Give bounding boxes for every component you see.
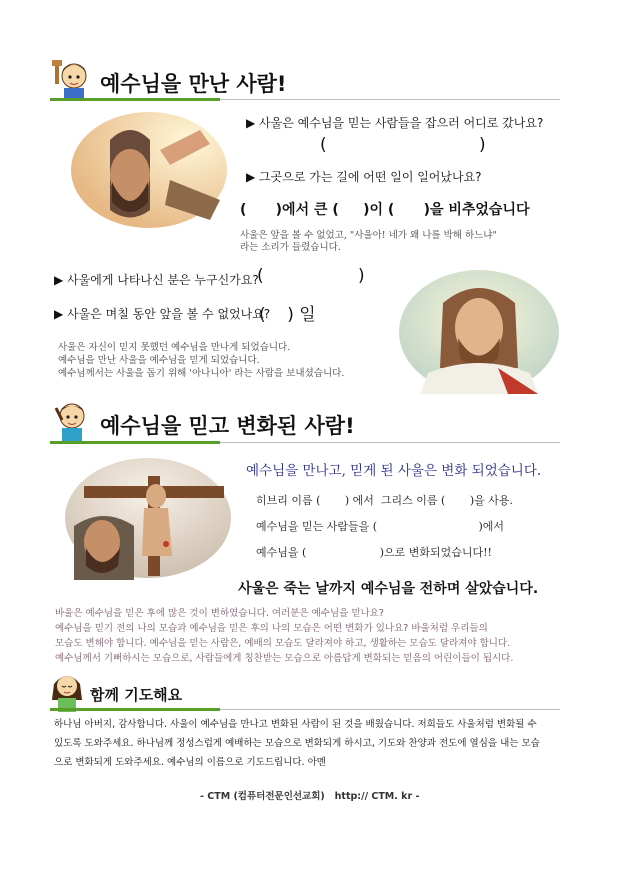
q1-paren-open: ( [320, 135, 327, 155]
section3-title: 함께 기도해요 [90, 686, 183, 704]
section2-gray-rule [220, 442, 560, 443]
section3-green-rule [50, 708, 220, 711]
jesus-illustration [398, 268, 560, 396]
question-3: ▶ 사울에게 나타나신 분은 누구신가요? [54, 273, 259, 287]
section2-line3: 예수님을 ( )으로 변화되었습니다!! [256, 546, 492, 559]
section2-green-rule [50, 441, 220, 444]
saul-illustration [70, 110, 228, 230]
girl-character-icon [52, 400, 92, 444]
question-4: ▶ 사울은 며칠 동안 앞을 볼 수 없었나요? [54, 307, 271, 321]
section2-conclusion: 사울은 죽는 날까지 예수님을 전하며 살았습니다. [238, 581, 539, 597]
section2-line1: 히브리 이름 ( ) 에서 그리스 이름 ( )을 사용. [256, 494, 513, 507]
note2-line3: 예수님께서는 사울을 돕기 위해 '아나니아' 라는 사람을 보내셨습니다. [58, 368, 345, 379]
section2-headline: 예수님을 만나고, 믿게 된 사울은 변화 되었습니다. [246, 463, 542, 479]
note1-line2: 라는 소리가 들렸습니다. [240, 242, 341, 253]
question-2: ▶ 그곳으로 가는 길에 어떤 일이 일어났나요? [246, 170, 482, 184]
section1-title: 예수님을 만난 사람! [100, 72, 287, 96]
q3-paren-close: ) [358, 266, 365, 286]
section1-green-rule [50, 98, 220, 101]
section2-title: 예수님을 믿고 변화된 사람! [100, 414, 355, 438]
boy-character-icon [50, 58, 92, 102]
section2-line2: 예수님을 믿는 사람들을 ( )에서 [256, 520, 504, 533]
note1-line1: 사울은 앞을 볼 수 없었고, "사울아! 네가 왜 나를 박해 하느냐" [240, 230, 497, 241]
section1-gray-rule [220, 99, 560, 100]
crucifixion-illustration [64, 456, 232, 580]
section3-gray-rule [220, 709, 560, 710]
question-1: ▶ 사울은 예수님을 믿는 사람들을 잡으러 어디로 갔나요? [246, 116, 544, 130]
prayer-line1: 하나님 아버지, 감사합니다. 사울이 예수님을 만나고 변화된 사람이 된 것을 배웠습니다. 저희들도 사울처럼 변화될 수 [54, 719, 537, 730]
prayer-line3: 으로 변화되게 도와주세요. 예수님의 이름으로 기도드립니다. 아멘 [54, 757, 326, 768]
question-4-answer: ( ) 일 [259, 305, 316, 325]
section2-para3: 모습도 변해야 합니다. 예수님을 믿는 사람은, 예배의 모습도 달라져야 하고, 생활하는 모습도 달라져야 합니다. [55, 638, 511, 649]
note2-line1: 사울은 자신이 믿지 못했던 예수님을 만나게 되었습니다. [58, 342, 291, 353]
question-2-answer: ( )에서 큰 ( )이 ( )을 비추었습니다 [240, 202, 530, 218]
section2-para4: 예수님께서 기뻐하시는 모습으로, 사람들에게 칭찬받는 모습으로 아름답게 변화되는 믿음의 어린이들이 됩시다. [55, 653, 514, 664]
note2-line2: 예수님을 만난 사울을 예수님을 믿게 되었습니다. [58, 355, 260, 366]
prayer-line2: 있도록 도와주세요. 하나님께 정성스럽게 예배하는 모습으로 변화되게 하시고, 기도와 찬양과 전도에 열심을 내는 모습 [54, 738, 540, 749]
q1-paren-close: ) [479, 135, 486, 155]
footer: - CTM (컴퓨터전문인선교회) http:// CTM. kr - [200, 791, 420, 802]
q3-paren-open: ( [257, 266, 264, 286]
section2-para2: 예수님을 믿기 전의 나의 모습과 예수님을 믿은 후의 나의 모습은 어떤 변화가 있나요? 바울처럼 우리들의 [55, 623, 488, 634]
section2-para1: 바울은 예수님을 믿은 후에 많은 것이 변하였습니다. 여러분은 예수님을 믿나요? [55, 608, 384, 619]
